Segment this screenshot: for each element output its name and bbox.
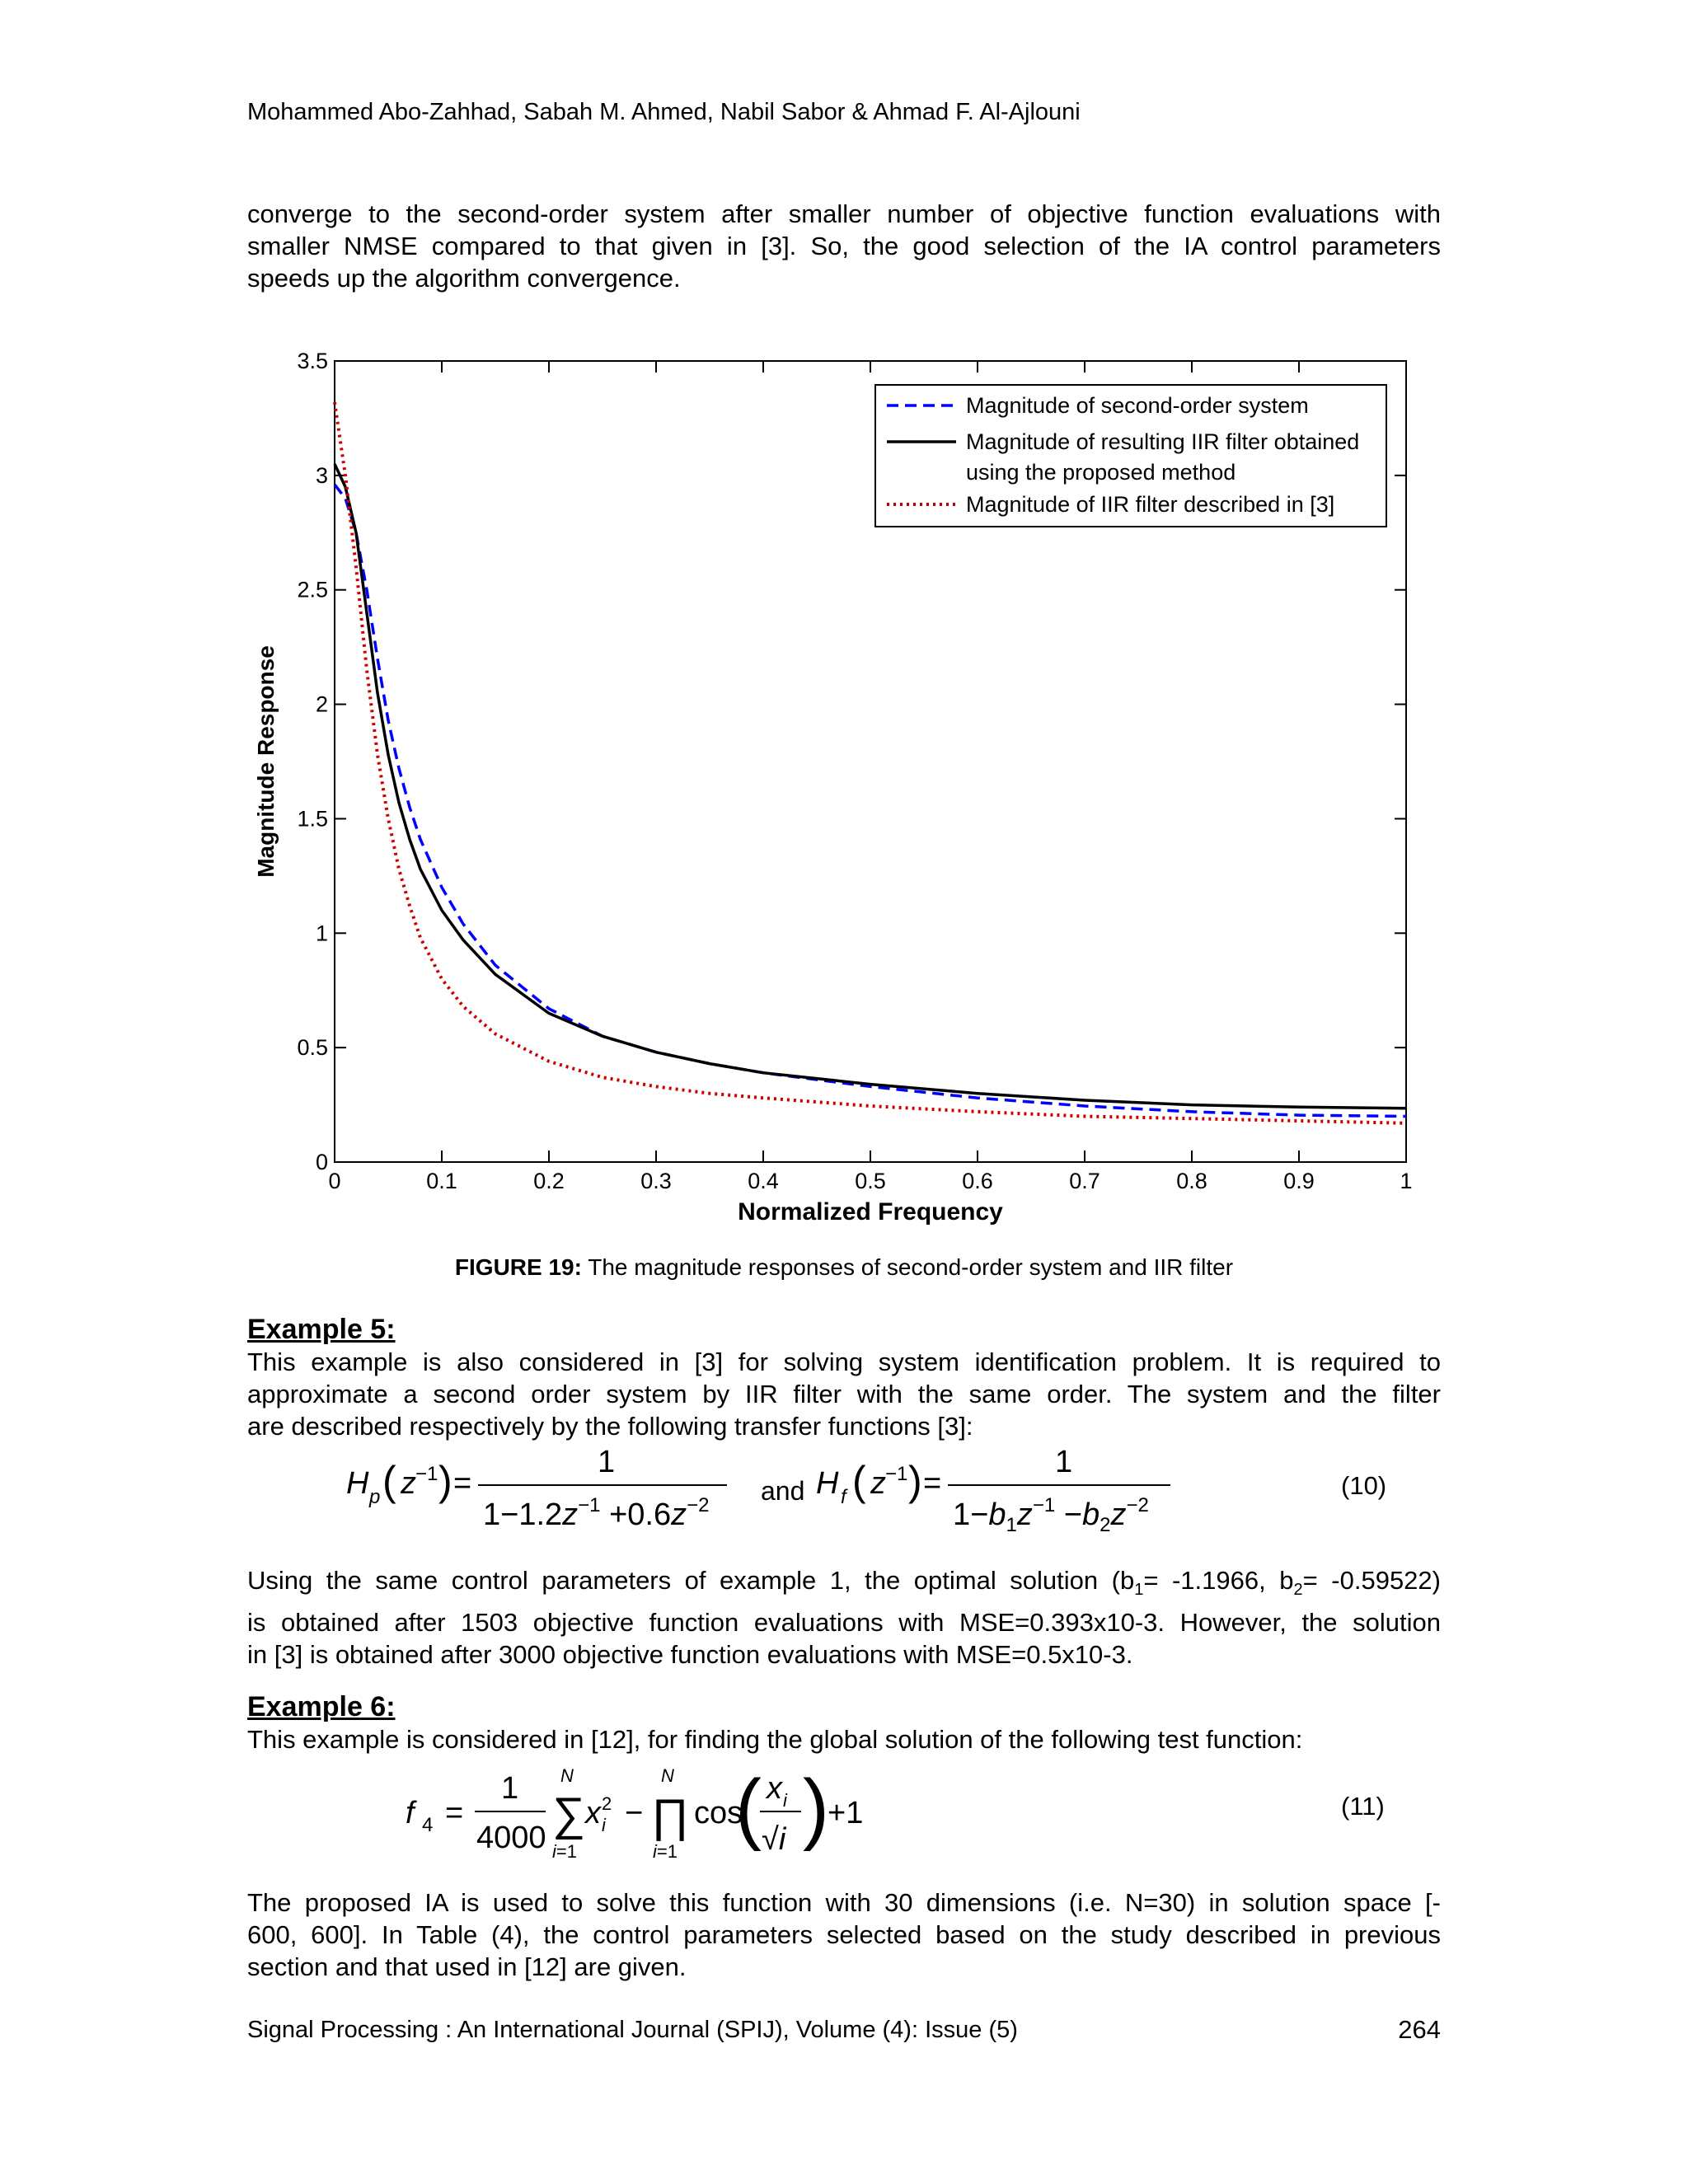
eq10-denominator: $1-b_1z^{-1} -b_2z^{-2}$ bbox=[953, 1494, 1149, 1535]
example-6-paragraph bbox=[247, 1723, 1441, 1755]
result-text: Using the same control parameters of example 1, the optimal solution (b bbox=[247, 1566, 1135, 1595]
legend-label-2: using the proposed method bbox=[966, 460, 1236, 485]
eq10-exp: −1 bbox=[415, 1463, 438, 1485]
intro-line: converge to the second-order system after smaller number of objective function evaluations with bbox=[247, 199, 1441, 228]
eq11-xi-sub: i bbox=[783, 1790, 787, 1811]
figure-19-chart bbox=[247, 338, 1441, 1236]
equation-10 bbox=[330, 1444, 1195, 1535]
y-tick-label: 3 bbox=[315, 462, 328, 488]
x-tick-label: 0.4 bbox=[748, 1169, 779, 1193]
b2-subscript: 2 bbox=[1293, 1581, 1303, 1600]
y-tick-label: 2.5 bbox=[297, 577, 328, 602]
intro-line: speeds up the algorithm convergence. bbox=[247, 264, 681, 293]
series-line-2 bbox=[335, 464, 1406, 1108]
example-5-line: This example is also considered in [3] for solving system identification problem. It is required to bbox=[247, 1347, 1441, 1376]
eq11-sum-sign: ∑ bbox=[552, 1788, 585, 1840]
eq10-paren: ( bbox=[852, 1458, 866, 1504]
eq11-sum-lower: i=1 bbox=[552, 1841, 577, 1862]
b1-subscript: 1 bbox=[1134, 1581, 1144, 1600]
eq11-prod-upper: N bbox=[661, 1765, 674, 1786]
y-tick-label: 0 bbox=[315, 1150, 328, 1174]
example-5-result-line bbox=[247, 1564, 1441, 1606]
eq10-equals: = bbox=[923, 1466, 942, 1501]
example-5-result-paragraph bbox=[247, 1564, 1441, 1671]
y-axis-label: Magnitude Response bbox=[253, 645, 279, 878]
eq11-sum-upper: N bbox=[560, 1765, 574, 1786]
x-axis-label: Normalized Frequency bbox=[738, 1198, 1003, 1226]
eq10-and: and bbox=[761, 1476, 805, 1506]
eq10-z: z bbox=[401, 1466, 416, 1501]
caption-label: FIGURE 19: bbox=[454, 1254, 582, 1280]
eq11-f: f bbox=[406, 1796, 415, 1830]
x-tick-label: 0 bbox=[328, 1169, 341, 1193]
legend-label-1: Magnitude of second-order system bbox=[966, 393, 1309, 418]
intro-paragraph bbox=[247, 198, 1441, 294]
equation-10-number: (10) bbox=[1341, 1471, 1387, 1500]
example-6-line: This example is considered in [12], for finding the global solution of the following test function: bbox=[247, 1725, 1303, 1754]
eq10-hp-subscript: p bbox=[369, 1486, 381, 1508]
eq11-prod-lower: i=1 bbox=[653, 1841, 678, 1862]
x-tick-label: 1 bbox=[1400, 1169, 1413, 1193]
example-6-method-line: 600, 600]. In Table (4), the control parameters selected based on the study described in previous bbox=[247, 1920, 1441, 1949]
eq10-hf-subscript: f bbox=[841, 1486, 846, 1508]
eq11-equals: = bbox=[445, 1796, 464, 1830]
result-text: = -1.1966, b bbox=[1143, 1566, 1294, 1595]
example-6-heading: Example 6: bbox=[247, 1691, 396, 1722]
example-5-line: approximate a second order system by IIR filter with the same order. The system and the filter bbox=[247, 1380, 1441, 1408]
eq11-f-subscript: 4 bbox=[422, 1814, 434, 1836]
caption-text: The magnitude responses of second-order system and IIR filter bbox=[581, 1254, 1234, 1280]
eq10-equals: = bbox=[453, 1466, 472, 1501]
eq10-hf-symbol: H bbox=[816, 1466, 839, 1501]
eq11-minus: − bbox=[625, 1796, 644, 1830]
example-5-line: are described respectively by the following transfer functions [3]: bbox=[247, 1412, 973, 1441]
y-tick-label: 2 bbox=[315, 691, 328, 717]
example-5-result-line: in [3] is obtained after 3000 objective function evaluations with MSE=0.5x10-3. bbox=[247, 1640, 1133, 1670]
running-header-authors: Mohammed Abo-Zahhad, Sabah M. Ahmed, Nabil Sabor & Ahmad F. Al-Ajlouni bbox=[247, 99, 1081, 125]
example-5-heading: Example 5: bbox=[247, 1314, 396, 1345]
eq11-prod-sign: ∏ bbox=[651, 1789, 690, 1841]
eq11-plus-one: +1 bbox=[828, 1796, 864, 1830]
example-5-paragraph bbox=[247, 1346, 1441, 1442]
eq11-sqrt: √i bbox=[762, 1822, 786, 1857]
x-tick-label: 0.1 bbox=[426, 1169, 457, 1193]
eq10-z: z bbox=[870, 1466, 886, 1501]
x-tick-label: 0.6 bbox=[962, 1169, 993, 1193]
x-tick-label: 0.3 bbox=[640, 1169, 672, 1193]
eq10-paren: ) bbox=[438, 1458, 452, 1504]
eq10-numerator: 1 bbox=[1055, 1445, 1073, 1479]
page-number: 264 bbox=[1398, 2015, 1441, 2044]
eq11-x-exp: 2 bbox=[602, 1793, 612, 1814]
eq11-paren-left: ( bbox=[735, 1764, 762, 1852]
example-6-method-line: The proposed IA is used to solve this function with 30 dimensions (i.e. N=30) in solution space [- bbox=[247, 1888, 1441, 1917]
figure-caption bbox=[247, 1254, 1441, 1281]
eq10-paren: ( bbox=[382, 1458, 396, 1504]
example-5-result-line: is obtained after 1503 objective function evaluations with MSE=0.393x10-3. However, the solution bbox=[247, 1608, 1441, 1638]
legend-label-3: Magnitude of IIR filter described in [3] bbox=[966, 492, 1335, 517]
eq10-denominator: $1-1.2z^{-1} +0.6z^{-2}$ bbox=[483, 1494, 710, 1532]
x-tick-label: 0.9 bbox=[1283, 1169, 1315, 1193]
eq11-denominator: 4000 bbox=[476, 1821, 546, 1855]
eq10-paren: ) bbox=[908, 1458, 922, 1504]
series-line-1 bbox=[335, 485, 1406, 1117]
x-tick-label: 0.8 bbox=[1176, 1169, 1207, 1193]
eq11-paren-right: ) bbox=[803, 1764, 829, 1852]
intro-line: smaller NMSE compared to that given in [3]. So, the good selection of the IA control parameters bbox=[247, 232, 1441, 260]
eq11-x-sub: i bbox=[602, 1815, 606, 1835]
equation-11-number: (11) bbox=[1341, 1792, 1385, 1821]
eq11-numerator: 1 bbox=[501, 1771, 519, 1806]
y-tick-label: 3.5 bbox=[297, 349, 328, 373]
eq10-exp: −1 bbox=[885, 1463, 908, 1485]
example-6-method-line: section and that used in [12] are given. bbox=[247, 1952, 687, 1981]
x-tick-label: 0.2 bbox=[533, 1169, 565, 1193]
legend-label-2: Magnitude of resulting IIR filter obtained bbox=[966, 429, 1360, 454]
result-text: = -0.59522) bbox=[1302, 1566, 1441, 1595]
x-tick-label: 0.7 bbox=[1069, 1169, 1100, 1193]
y-tick-label: 0.5 bbox=[297, 1035, 328, 1061]
eq11-xi: x bbox=[767, 1771, 782, 1806]
example-6-method-paragraph bbox=[247, 1886, 1441, 1983]
eq10-numerator: 1 bbox=[598, 1445, 616, 1479]
y-tick-label: 1.5 bbox=[297, 806, 328, 832]
eq11-cos: cos bbox=[694, 1796, 743, 1830]
y-tick-label: 1 bbox=[315, 921, 328, 946]
equation-11 bbox=[396, 1755, 890, 1871]
eq10-hp-symbol: H bbox=[346, 1466, 369, 1501]
footer-journal: Signal Processing : An International Journal (SPIJ), Volume (4): Issue (5) bbox=[247, 2017, 1018, 2043]
x-tick-label: 0.5 bbox=[855, 1169, 886, 1193]
eq11-x: x bbox=[585, 1796, 601, 1830]
